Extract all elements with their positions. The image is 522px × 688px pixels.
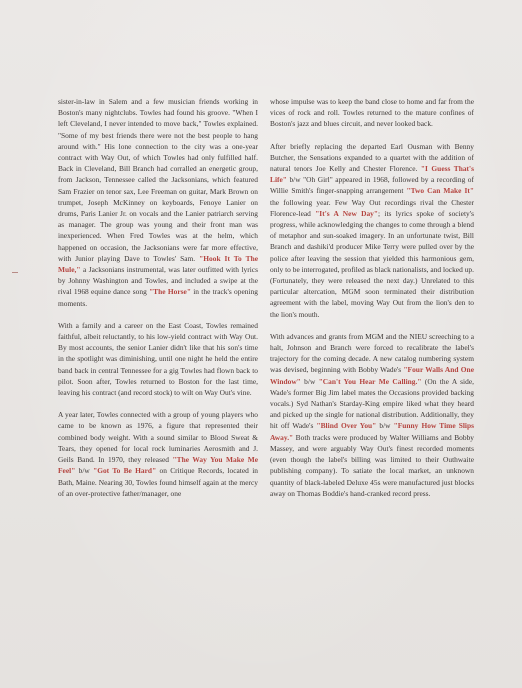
song-title: "Four Walls And One Window" [270,365,474,386]
body-paragraph [270,96,474,130]
body-text: ; its lyrics spoke of society's progress, while acknowledging the changes to come through a blend of metaphor and sun-soaked imagery. In an unfortunate twist, Bill Branch and dashiki'd producer Mike Terry were pulled over by the police after leaving the session that yielded this harmonious gem, only to be interrogated, profiled as black nationalists, and locked up. (Fortunately, they were released the next day.) Unrelated to this particular altercation, MGM soon terminated their distribution agreement with the label, moving Way Out from the lion's den to the lion's mouth. [270,208,474,319]
body-text: whose impulse was to keep the band close to home and far from the vices of rock and roll. Towles returned to the mature confines of Boston's jazz and blues circuit, and never looked back. [270,97,474,129]
song-title: "Got To Be Hard" [93,466,157,476]
body-text: (On the A side, Wade's former Big Jim label mates the Occasions provided backing vocals.) Syd Nathan's Starday-King empire liked what they heard and picked up the single for national distribution. Additionally, they hit off Wade's [270,376,474,431]
margin-mark [12,272,18,273]
body-text: b/w [376,421,394,431]
body-text: With a family and a career on the East Coast, Towles remained faithful, albeit reluctantly, to his low-yield contract with Way Out. By most accounts, the senior Lanier didn't like that his son's time in the spotlight was diminishing, until one night he held the entire band back in central Tennessee for a gig Towles had flown back to pilot. Soon after, Towles returned to Boston for the last time, leaving his contract (and record stock) to wilt on Way Out's vine. [58,320,258,398]
body-text: a Jacksonians instrumental, was later outfitted with lyrics by Johnny Washington and Towles, and included a swipe at the rival 1968 equine dance song [58,265,258,297]
left-text-column [58,96,258,510]
body-text: A year later, Towles connected with a group of young players who came to be known as 1976, a figure that represented their combined body weight. With a sound similar to Blood Sweat & Tears, they opened for local rock luminaries Aerosmith and J. Geils Band. In 1970, they released [58,410,258,465]
song-title: "I Guess That's Life" [270,164,474,185]
body-paragraph [270,331,474,499]
song-title: "Blind Over You" [316,421,377,431]
body-text: After briefly replacing the departed Earl Ousman with Benny Butcher, the Sensations expanded to a quartet with the addition of natural tenors Joe Kelly and Chester Florence. [270,141,474,174]
song-title: "It's A New Day" [315,208,379,218]
body-text: b/w "Oh Girl" appeared in 1968, followed by a recording of Willie Smith's finger-snapping arrangement [270,175,474,196]
body-text: sister-in-law in Salem and a few musician friends working in Boston's many nightclubs. Towles had found his groove. "When I left Cleveland, I never intended to move back," Towles explained. "Some of my best friends there were not the best people to hang around with." His lone connection to the city was a one-year contract with Way Out, of which Towles had only fulfilled half. Back in Cleveland, Bill Branch had corralled an energetic group, from Jackson, Tennessee called the Jacksonians, which featured Sam Frazier on tenor sax, Lee Freeman on guitar, Mark Brown on trumpet, Joseph McKinney on keyboards, Fenoye Lanier on drums, Paris Lanier Jr. on vocals and the Lanier patriarch serving as manager. The group was young and their front man was inexperienced. When Fred Towles was at the helm, which happened on occasion, the Jacksonians were far more effective, with Junior playing Dave to Towles' Sam. [58,97,258,263]
body-paragraph [58,409,258,499]
song-title: "The Horse" [149,287,191,297]
song-title: "Two Can Make It" [406,186,475,196]
body-text: on Critique Records, located in Bath, Maine. Nearing 30, Towles found himself again at the mercy of an over-protective father/manager, one [58,466,258,498]
body-paragraph [270,141,474,320]
body-paragraph [58,96,258,309]
body-text: in the track's opening moments. [58,287,258,308]
body-paragraph [58,320,258,398]
song-title: "Hook It To The Mule," [58,253,259,275]
song-title: "Funny How Time Slips Away." [270,421,475,442]
body-text: Both tracks were produced by Walter Williams and Bobby Massey, and were arguably Way Out's finest recorded moments (even though the label's billing was limited to their Outhwaite publishing company). To satiate the local market, an unknown quantity of black-labeled Deluxe 45s were manufactured just blocks away on Thomas Boddie's hand-cranked record press. [270,432,474,498]
body-text: the following year. Few Way Out recordings rival the Chester Florence-lead [270,197,474,218]
body-text: b/w [75,466,94,476]
body-text: With advances and grants from MGM and the NIEU screeching to a halt, Johnson and Branch were forced to recalibrate the label's trajectory for the coming decade. A new catalog numbering system was devised, beginning with Bobby Wade's [270,331,474,375]
right-text-column [270,96,474,510]
song-title: "Can't You Hear Me Calling." [318,376,422,386]
song-title: "The Way You Make Me Feel" [58,455,258,476]
body-text: b/w [300,376,319,386]
